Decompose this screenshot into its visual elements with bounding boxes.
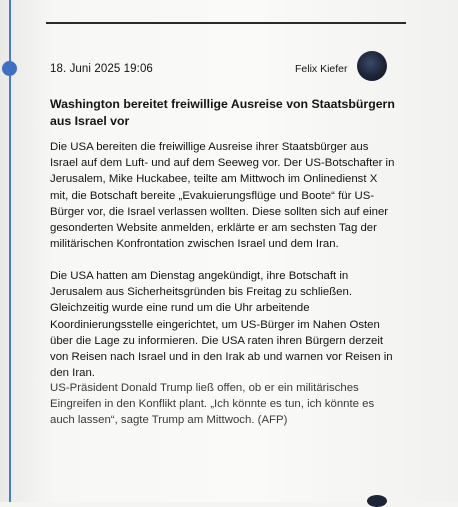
article-paragraph: Die USA bereiten die freiwillige Ausreise ihrer Staatsbürger aus Israel auf dem Luft- und auf dem Seeweg vor. Der US-Botschafter in Jerusalem, Mike Huckabee, teilte am Mittwoch im Onlinedienst X mit, die Botschaft bereite „Evakuierungsflüge und Boote“ für US-Bürger vor, die Israel verlassen wollten. Diese sollten sich auf einer gesonderten Website anmelden, erklärte er am sechsten Tag der militärischen Konfrontation zwischen Israel und dem Iran.	[50, 141, 395, 251]
timeline-dot-icon	[2, 61, 17, 76]
avatar-partial	[367, 495, 387, 507]
article-paragraph: US-Präsident Donald Trump ließ offen, ob er ein militärisches Eingreifen in den Konflikt plant. „Ich könnte es tun, ich könnte es auch lassen“, sagte Trump am Mittwoch. (AFP)	[50, 382, 375, 427]
article-paragraph: Die USA hatten am Dienstag angekündigt, ihre Botschaft in Jerusalem aus Sicherheitsgründen bis Freitag zu schließen. Gleichzeitig wurde eine rund um die Uhr arbeitende Koordinierungsstelle eingerichtet, um US-Bürger im Nahen Osten über die Lage zu informieren. Die USA raten ihren Bürgern derzeit von Reisen nach Israel und in den Irak ab und warnen vor Reisen in den Iran.	[50, 270, 393, 380]
article-author[interactable]: Felix Kiefer	[295, 63, 348, 75]
article-title: Washington bereitet freiwillige Ausreise von Staatsbürgern aus Israel vor	[50, 97, 395, 128]
divider	[46, 22, 406, 24]
article-timestamp: 18. Juni 2025 19:06	[50, 63, 153, 75]
author-avatar[interactable]	[357, 51, 387, 81]
